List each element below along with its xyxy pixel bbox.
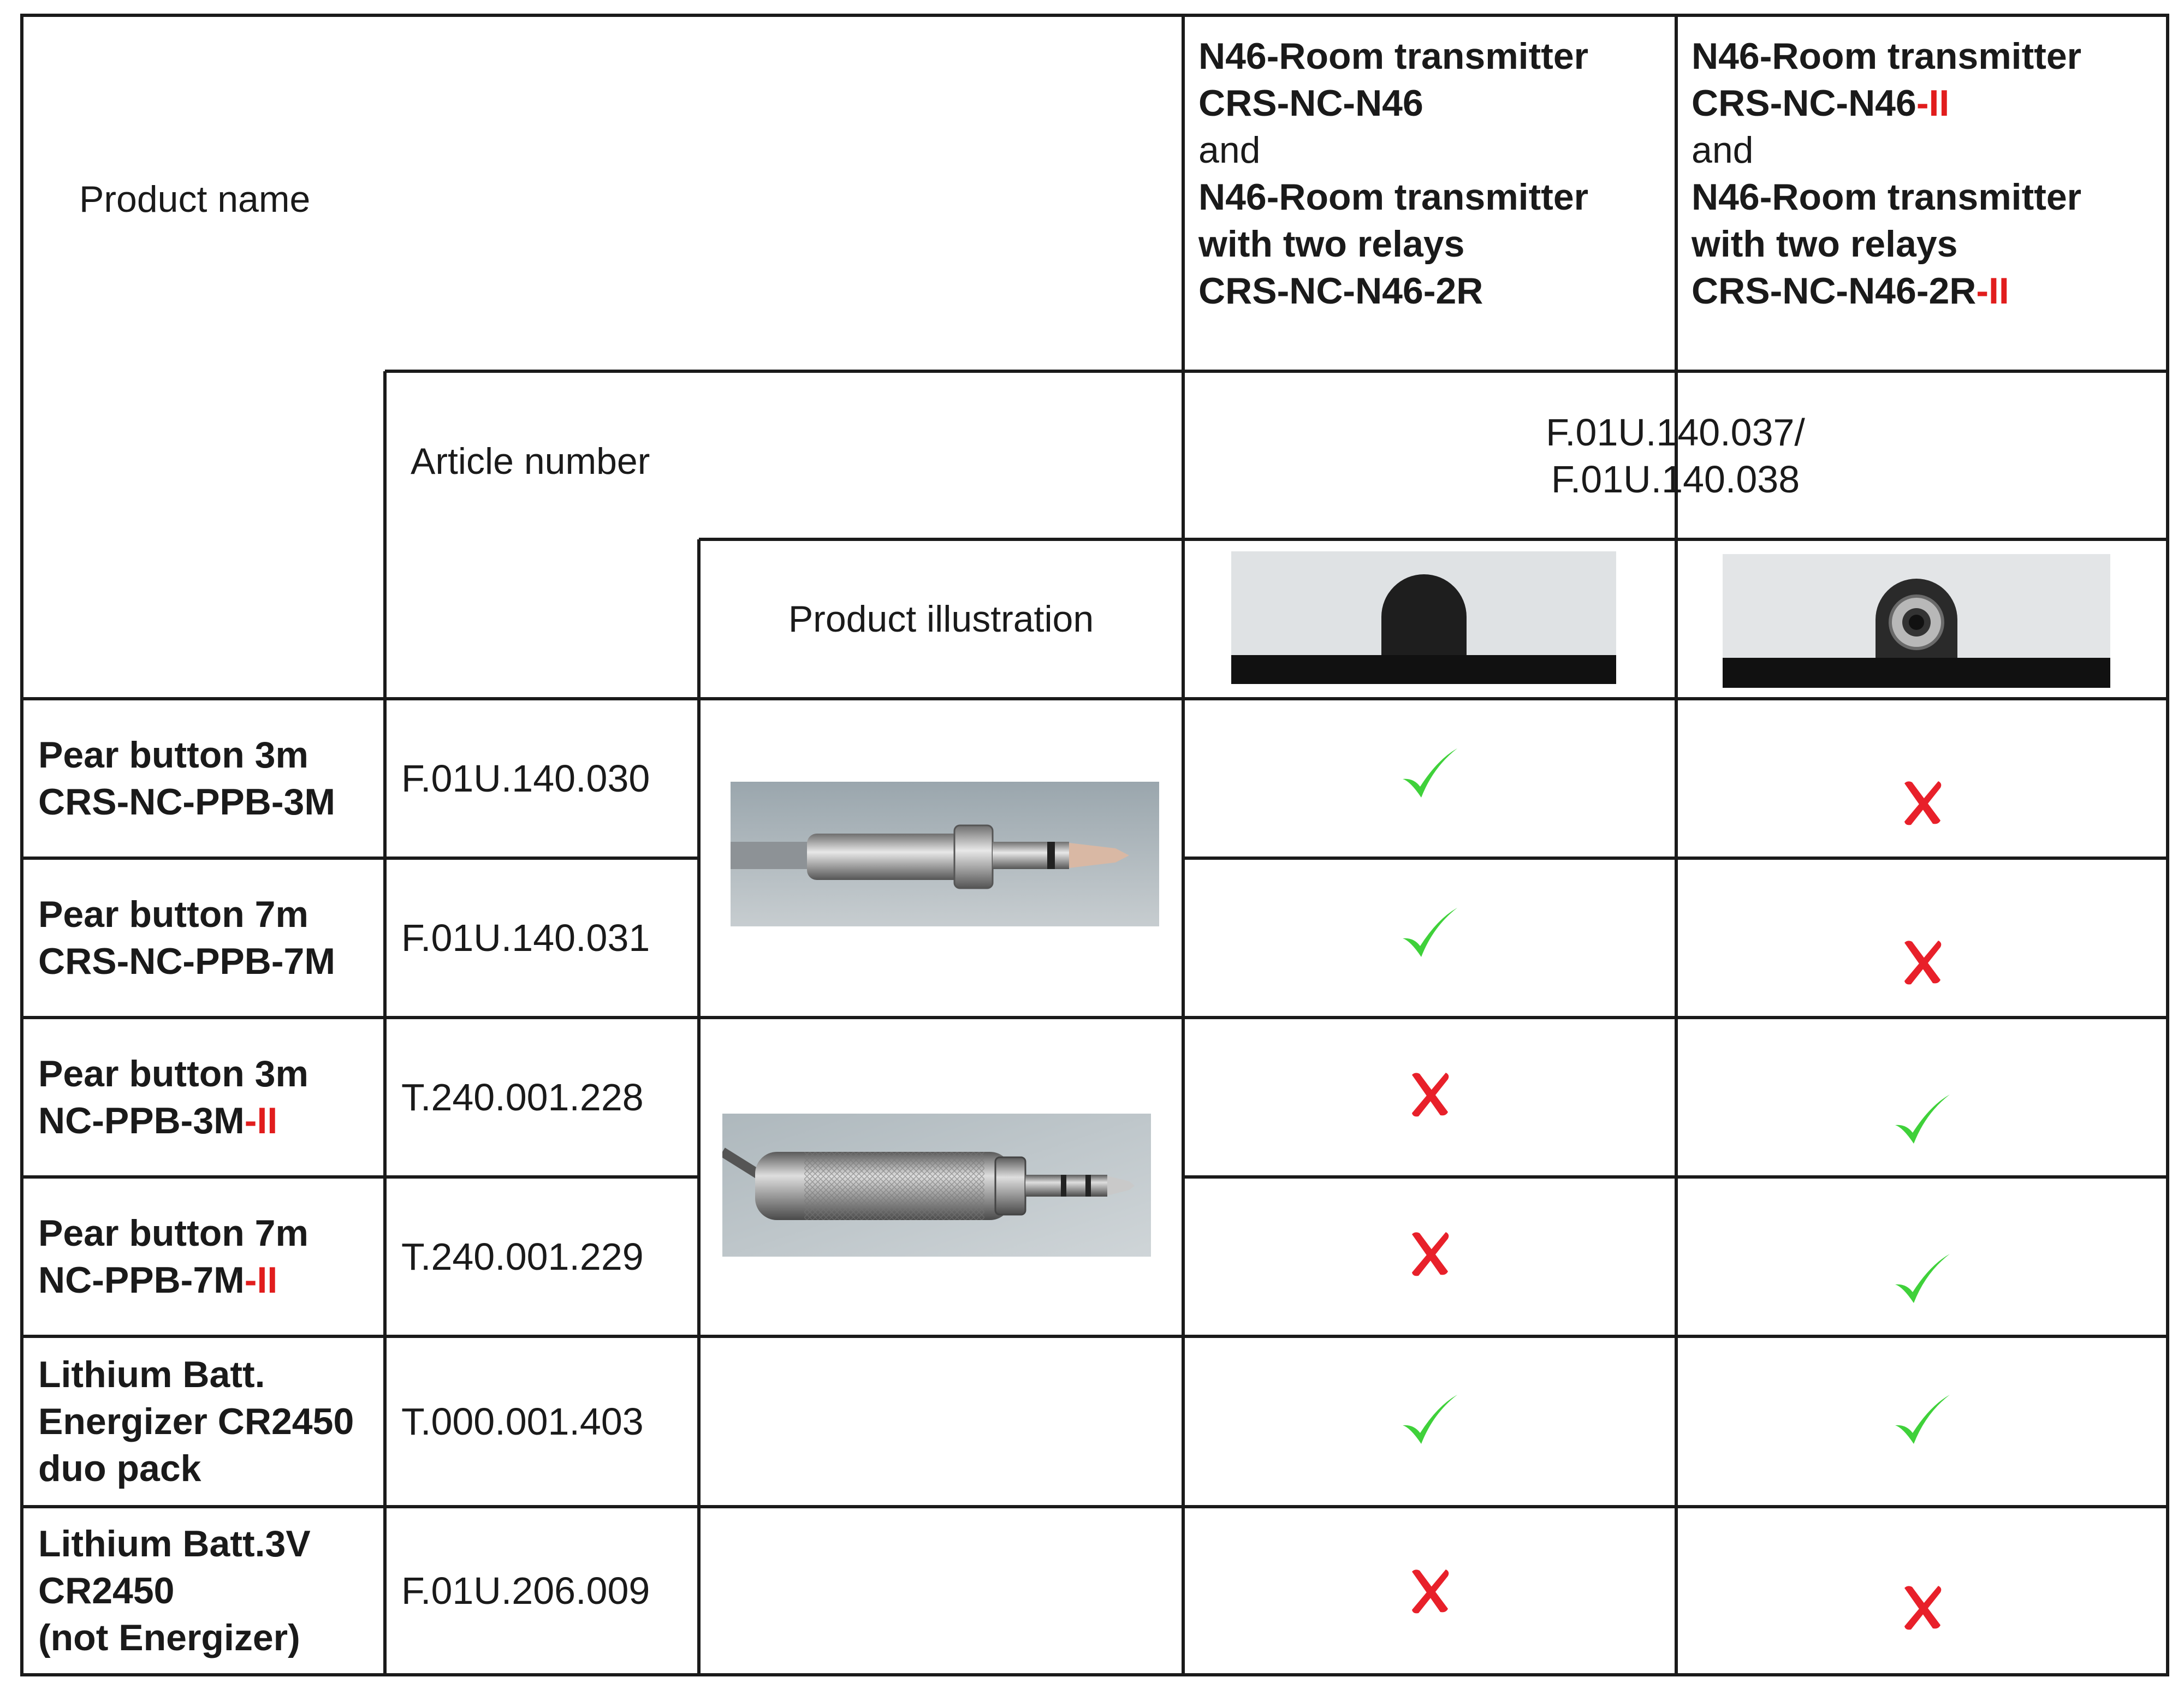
column-header-n46-line: [1198, 174, 1588, 221]
product-name-line: (not Energizer): [38, 1617, 300, 1658]
column-header-n46-line-text: CRS-NC-N46: [1198, 82, 1423, 124]
pear-button-ii-plug-photo: [722, 1114, 1151, 1257]
transmitter-article-line1: F.01U.140.037/: [1546, 411, 1805, 454]
product-name-cell: [38, 858, 382, 1018]
product-code-line: [38, 1257, 277, 1304]
product-code-text: CR2450: [38, 1570, 175, 1611]
pear-button-plug-photo: [731, 782, 1159, 926]
product-code-text: NC-PPB-3M: [38, 1100, 245, 1141]
article-number-label: Article number: [411, 441, 650, 482]
cross-icon: [1900, 1583, 1944, 1634]
column-header-n46-line: [1198, 33, 1588, 80]
column-header-n46-ii-line: [1692, 80, 2081, 127]
column-header-n46: [1198, 33, 1668, 328]
column-header-n46-ii-line-text: N46-Room transmitter: [1692, 35, 2082, 77]
check-icon: [1399, 1391, 1459, 1454]
article-number-cell: F.01U.140.030: [401, 757, 650, 800]
product-name-line: Pear button 3m: [38, 1053, 308, 1095]
product-code-text: CRS-NC-PPB-3M: [38, 781, 335, 823]
product-code-line: [38, 938, 335, 985]
product-code-suffix: -II: [244, 1100, 278, 1141]
column-header-n46-ii-line-text: with two relays: [1692, 223, 1958, 265]
column-header-n46-line: [1198, 267, 1588, 314]
product-code-line: [38, 778, 335, 825]
article-number-cell: T.000.001.403: [401, 1400, 644, 1443]
column-header-n46-ii-line-suffix: -II: [1916, 82, 1950, 124]
column-header-n46-ii-line-text: and: [1692, 129, 1754, 171]
product-name-label: Product name: [79, 179, 311, 220]
article-number-cell: F.01U.206.009: [401, 1569, 650, 1612]
article-number-cell: T.240.001.229: [401, 1235, 644, 1278]
product-name-line: Pear button 3m: [38, 734, 308, 776]
column-header-n46-line-text: N46-Room transmitter: [1198, 35, 1589, 77]
column-header-n46-ii-line-text: CRS-NC-N46: [1692, 82, 1916, 124]
column-header-n46-line: [1198, 80, 1588, 127]
check-icon: [1399, 905, 1459, 967]
column-header-n46-line-text: with two relays: [1198, 223, 1465, 265]
cross-icon: [1408, 1566, 1451, 1618]
product-name-line: Pear button 7m: [38, 894, 308, 935]
column-header-n46-ii: [1692, 33, 2161, 328]
column-header-n46-line: [1198, 221, 1588, 267]
socket-illustration-n46-ii: [1723, 554, 2110, 688]
column-header-n46-ii-line: [1692, 33, 2081, 80]
product-code-suffix: -II: [244, 1259, 278, 1301]
cross-icon: [1900, 937, 1944, 989]
product-name-cell: [38, 1177, 382, 1336]
column-header-n46-line-text: and: [1198, 129, 1261, 171]
column-header-n46-ii-line-text: N46-Room transmitter: [1692, 176, 2082, 218]
product-name-cell: [38, 699, 382, 858]
cross-icon: [1900, 778, 1944, 830]
product-name-cell: [38, 1507, 382, 1675]
product-code-line: [38, 1567, 175, 1614]
check-icon: [1892, 1251, 1952, 1313]
column-header-n46-line-text: CRS-NC-N46-2R: [1198, 270, 1483, 312]
product-name-cell: [38, 1018, 382, 1177]
column-header-n46-line: [1198, 127, 1588, 174]
check-icon: [1399, 745, 1459, 808]
product-name-line: duo pack: [38, 1448, 201, 1489]
product-code-text: Energizer CR2450: [38, 1401, 354, 1442]
check-icon: [1892, 1091, 1952, 1154]
product-name-line: Lithium Batt.: [38, 1354, 265, 1395]
column-header-n46-line-text: N46-Room transmitter: [1198, 176, 1589, 218]
product-name-cell: [38, 1336, 382, 1507]
product-illustration-label: Product illustration: [788, 598, 1094, 640]
column-header-n46-ii-line-suffix: -II: [1976, 270, 2009, 312]
cross-icon: [1408, 1229, 1451, 1281]
product-code-line: [38, 1398, 354, 1445]
article-number-cell: F.01U.140.031: [401, 917, 650, 959]
product-code-text: NC-PPB-7M: [38, 1259, 245, 1301]
column-header-n46-ii-line: [1692, 221, 2081, 267]
product-code-line: [38, 1097, 277, 1144]
column-header-n46-ii-line: [1692, 267, 2081, 314]
column-header-n46-ii-line: [1692, 174, 2081, 221]
product-name-line: Pear button 7m: [38, 1212, 308, 1254]
column-header-n46-ii-line-text: CRS-NC-N46-2R: [1692, 270, 1977, 312]
transmitter-article-line2: F.01U.140.038: [1551, 458, 1800, 501]
socket-illustration-n46: [1231, 551, 1616, 684]
product-name-line: Lithium Batt.3V: [38, 1523, 311, 1565]
column-header-n46-ii-line: [1692, 127, 2081, 174]
check-icon: [1892, 1391, 1952, 1454]
cross-icon: [1408, 1069, 1451, 1121]
article-number-cell: T.240.001.228: [401, 1076, 644, 1119]
transmitter-article-number: [1183, 382, 2168, 530]
product-code-text: CRS-NC-PPB-7M: [38, 941, 335, 982]
